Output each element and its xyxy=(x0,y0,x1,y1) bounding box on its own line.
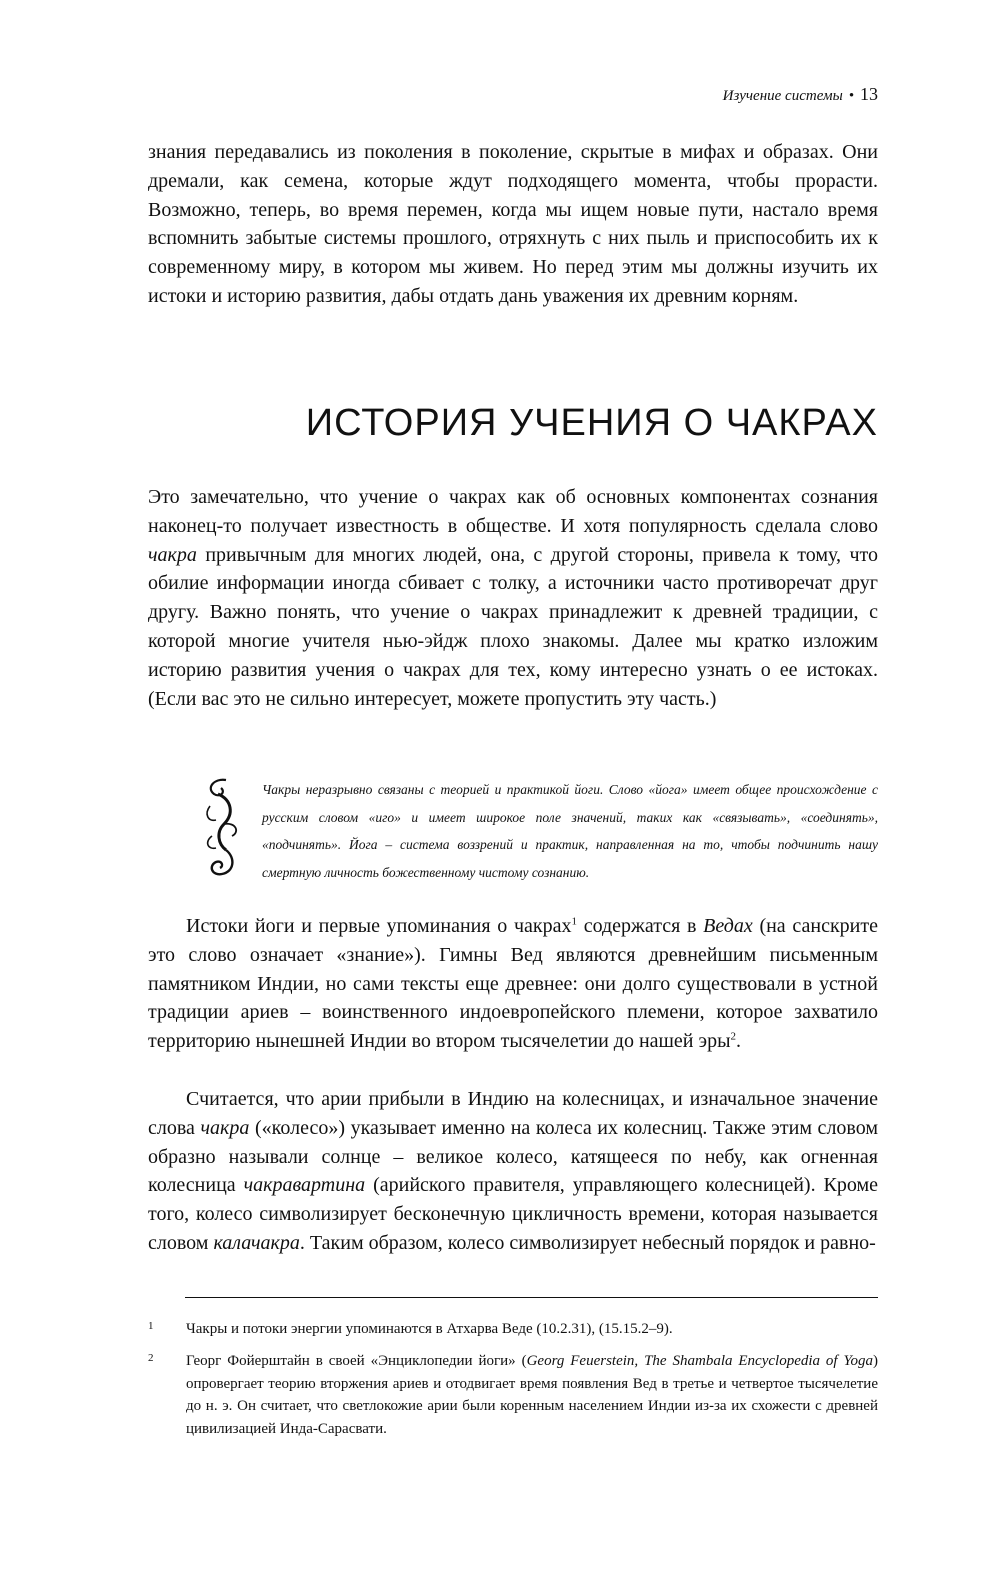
page-number: 13 xyxy=(860,84,878,104)
footnote-ref-1: 1 xyxy=(571,915,577,928)
footnote-mark-1: 1 xyxy=(148,1320,154,1332)
running-title: Изучение системы xyxy=(722,88,843,104)
flourish-ornament-icon xyxy=(196,774,248,884)
footnote-text-2: Георг Фойерштайн в своей «Энциклопедии йоги» (Georg Feuerstein, The Shambala Encyclopedia of Yoga) опровергает теорию вторжения ариев и отодвигает время появления Вед в третье и четвертое тысячелетие до н. э. Он считает, что светлокожие арии были коренным населением Индии из-за их схожести с древней цивилизацией Инда-Сарасвати. xyxy=(186,1353,878,1437)
footnote-mark-2: 2 xyxy=(148,1352,154,1364)
footnote-ref-2: 2 xyxy=(730,1030,737,1043)
running-head xyxy=(723,84,878,105)
intro-paragraph: знания передавались из поколения в поколение, скрытые в мифах и образах. Они дремали, как семена, которые ждут подходящего момента, чтобы прорасти. Возможно, теперь, во время перемен, когда мы ищем новые пути, настало время вспомнить забытые системы прошлого, отряхнуть с них пыль и приспособить их к современному миру, в котором мы живем. Но перед этим мы должны изучить их истоки и историю развития, дабы отдать дань уважения их древним корням. xyxy=(148,141,878,307)
footnote-1 xyxy=(148,1318,878,1341)
header-separator: • xyxy=(848,88,854,104)
section-paragraph-2: Истоки йоги и первые упоминания о чакрах$^1$ содержатся в Ведах (на санскрите это слово означает «знание»). Гимны Вед являются древнейшим письменным памятником Индии, но сами тексты еще древнее: они долго существовали в устной традиции ариев – воинственного индоевропейского племени, которое захватило территорию нынешней Индии во втором тысячелетии до нашей эры$^2$. xyxy=(148,915,878,1053)
footnote-2 xyxy=(148,1350,878,1440)
section-title: ИСТОРИЯ УЧЕНИЯ О ЧАКРАХ xyxy=(305,402,878,444)
section-paragraph-3: Считается, что арии прибыли в Индию на колесницах, и изначальное значение слова чакра («колесо») указывает именно на колеса их колесниц. Также этим словом образно называли солнце – великое колесо, катящееся по небу, как огненная колесница чакравартина (арийского правителя, управляющего колесницей). Кроме того, колесо символизирует бесконечную цикличность времени, которая называется словом калачакра. Таким образом, колесо символизирует небесный порядок и равно- xyxy=(148,1088,879,1254)
footnote-divider xyxy=(185,1297,878,1298)
callout-text: Чакры неразрывно связаны с теорией и практикой йоги. Слово «йога» имеет общее происхождение с русским словом «иго» и имеет широкое поле значений, таких как «связывать», «соединять», «подчинять». Йога – система воззрений и практик, направленная на то, чтобы подчинить нашу смертную личность божественному чистому сознанию. xyxy=(262,782,878,880)
footnote-text-1: Чакры и потоки энергии упоминаются в Атхарва Веде (10.2.31), (15.15.2–9). xyxy=(186,1321,673,1337)
section-paragraph-1: Это замечательно, что учение о чакрах как об основных компонентах сознания наконец-то получает известность в обществе. И хотя популярность сделала слово чакра привычным для многих людей, она, с другой стороны, привела к тому, что обилие информации иногда сбивает с толку, а источники часто противоречат друг другу. Важно понять, что учение о чакрах принадлежит к древней традиции, с которой многие учителя нью-эйдж плохо знакомы. Далее мы кратко изложим историю развития учения о чакрах для тех, кому интересно узнать о ее истоках. (Если вас это не сильно интересует, можете пропустить эту часть.) xyxy=(148,486,878,710)
